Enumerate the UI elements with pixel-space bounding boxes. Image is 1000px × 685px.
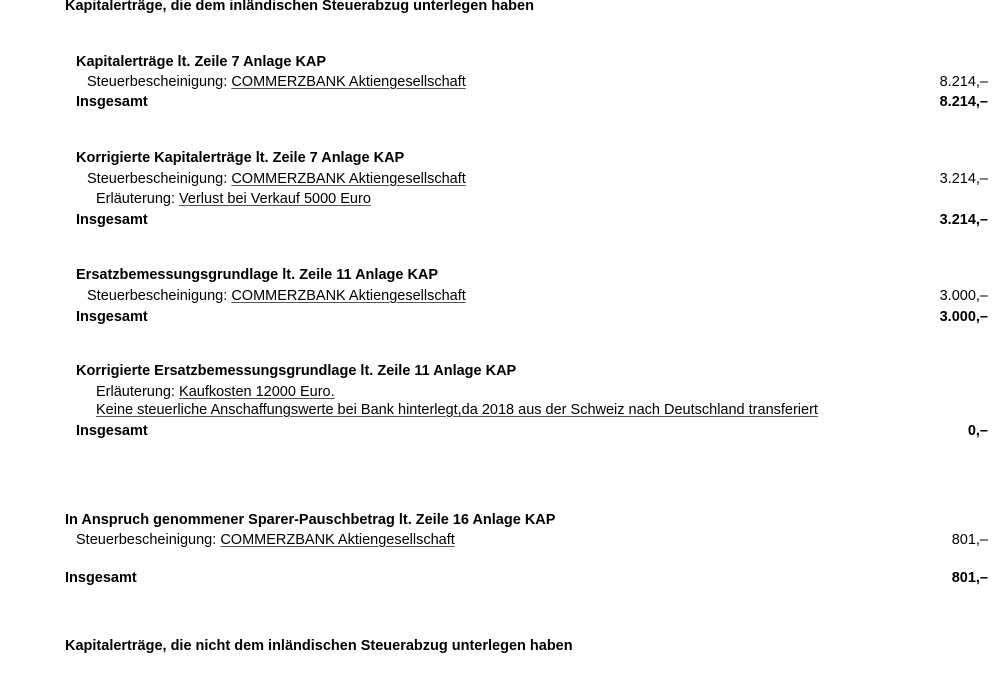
certificate-amount: 8.214,– xyxy=(939,74,988,90)
certificate-label: Steuerbescheinigung: xyxy=(87,288,228,304)
block-title-korrigierte-ersatzbemessungsgrundlage: Korrigierte Ersatzbemessungsgrundlage lt. Zeile 11 Anlage KAP xyxy=(76,363,517,379)
section-heading-foreign: Kapitalerträge, die nicht dem inländischen Steuerabzug unterlegen haben xyxy=(65,638,573,654)
certificate-label: Steuerbescheinigung: xyxy=(76,532,217,548)
certificate-label: Steuerbescheinigung: xyxy=(87,74,228,90)
certificate-row xyxy=(76,532,455,548)
certificate-amount: 3.000,– xyxy=(939,288,988,304)
block-title-korrigierte-kapitalertraege: Korrigierte Kapitalerträge lt. Zeile 7 Anlage KAP xyxy=(76,150,405,166)
certificate-row xyxy=(87,74,466,90)
note-label: Erläuterung: xyxy=(96,191,175,207)
total-label: Insgesamt xyxy=(76,212,148,228)
total-label: Insgesamt xyxy=(76,309,148,325)
note-link[interactable]: Verlust bei Verkauf 5000 Euro xyxy=(179,191,371,207)
total-amount: 3.214,– xyxy=(939,212,988,228)
total-label: Insgesamt xyxy=(76,423,148,439)
certificate-link[interactable]: COMMERZBANK Aktiengesellschaft xyxy=(231,171,466,187)
total-amount: 801,– xyxy=(951,570,988,586)
certificate-link[interactable]: COMMERZBANK Aktiengesellschaft xyxy=(231,74,466,90)
note-row xyxy=(96,384,335,400)
note-link-continuation[interactable]: Keine steuerliche Anschaffungswerte bei Bank hinterlegt,da 2018 aus der Schweiz nach Deutschland transferiert xyxy=(96,402,818,418)
note-continuation xyxy=(96,402,818,418)
note-link[interactable]: Kaufkosten 12000 Euro. xyxy=(179,384,335,400)
certificate-row xyxy=(87,288,466,304)
total-amount: 0,– xyxy=(967,423,988,439)
total-label: Insgesamt xyxy=(65,570,137,586)
certificate-amount: 3.214,– xyxy=(939,171,988,187)
note-row xyxy=(96,191,371,207)
certificate-amount: 801,– xyxy=(951,532,988,548)
total-amount: 3.000,– xyxy=(939,309,988,325)
certificate-link[interactable]: COMMERZBANK Aktiengesellschaft xyxy=(231,288,466,304)
block-title-ersatzbemessungsgrundlage: Ersatzbemessungsgrundlage lt. Zeile 11 Anlage KAP xyxy=(76,267,439,283)
note-label: Erläuterung: xyxy=(96,384,175,400)
block-title-kapitalertraege: Kapitalerträge lt. Zeile 7 Anlage KAP xyxy=(76,54,327,70)
total-amount: 8.214,– xyxy=(939,94,988,110)
certificate-row xyxy=(87,171,466,187)
section-heading-domestic: Kapitalerträge, die dem inländischen Steuerabzug unterlegen haben xyxy=(65,0,534,14)
certificate-label: Steuerbescheinigung: xyxy=(87,171,228,187)
block-title-sparer-pauschbetrag: In Anspruch genommener Sparer-Pauschbetrag lt. Zeile 16 Anlage KAP xyxy=(65,512,556,528)
total-label: Insgesamt xyxy=(76,94,148,110)
certificate-link[interactable]: COMMERZBANK Aktiengesellschaft xyxy=(220,532,455,548)
